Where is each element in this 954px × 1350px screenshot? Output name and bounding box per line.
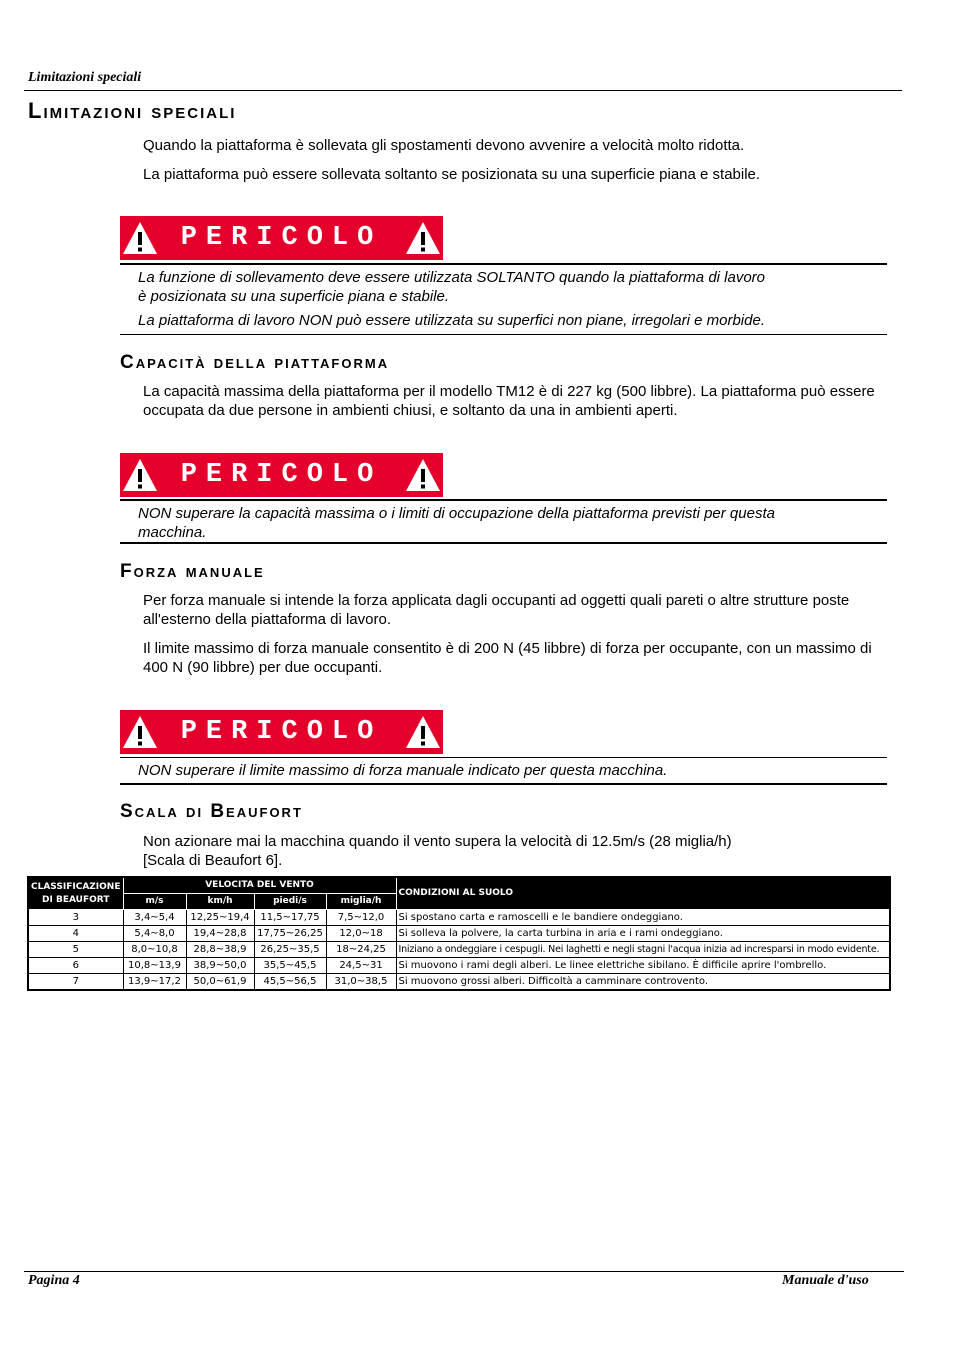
warning-rule <box>120 499 887 501</box>
cell-ms: 8,0~10,8 <box>123 942 186 958</box>
warning-text-2: NON superare la capacità massima o i limiti di occupazione della piattaforma previsti per questa macchina. <box>138 505 775 541</box>
col-wind-header: VELOCITA DEL VENTO <box>123 877 396 894</box>
cell-kmh: 19,4~28,8 <box>186 926 254 942</box>
paragraph-beaufort-1: Non azionare mai la macchina quando il vento supera la velocità di 12.5m/s (28 miglia/h) <box>143 833 732 850</box>
warning-triangle-icon <box>405 714 441 750</box>
cell-mph: 12,0~18 <box>326 926 396 942</box>
table-row <box>28 958 890 974</box>
header-rule <box>24 90 902 91</box>
warning-rule <box>120 334 887 335</box>
table-row <box>28 974 890 991</box>
paragraph-force-def: Per forza manuale si intende la forza applicata dagli occupanti ad oggetti quali pareti o altre strutture poste all'esterno della piattaforma di lavoro. <box>143 592 850 628</box>
warning-text-1b: è posizionata su una superficie piana e stabile. <box>138 288 450 305</box>
danger-label: PERICOLO <box>180 223 383 253</box>
paragraph-speed: Quando la piattaforma è sollevata gli spostamenti devono avvenire a velocità molto ridotta. <box>143 137 745 154</box>
footer-manual-title: Manuale d'uso <box>782 1273 869 1288</box>
cell-class: 6 <box>28 958 123 974</box>
cell-ground: Si muovono grossi alberi. Difficoltà a camminare controvento. <box>396 974 890 991</box>
paragraph-force-limit: Il limite massimo di forza manuale consentito è di 200 N (45 libbre) di forza per occupante, con un massimo di 400 N (90 libbre) per due occupanti. <box>143 640 872 676</box>
cell-ms: 13,9~17,2 <box>123 974 186 991</box>
danger-banner-3 <box>120 710 443 754</box>
danger-label: PERICOLO <box>180 717 383 747</box>
beaufort-table <box>27 876 891 991</box>
cell-mph: 24,5~31 <box>326 958 396 974</box>
cell-ground: Si muovono i rami degli alberi. Le linee elettriche sibilano. È difficile aprire l'ombrello. <box>396 958 890 974</box>
section-title-beaufort: Scala di Beaufort <box>120 801 303 822</box>
running-head: Limitazioni speciali <box>28 70 142 85</box>
paragraph-surface: La piattaforma può essere sollevata soltanto se posizionata su una superficie piana e stabile. <box>143 166 761 183</box>
cell-mph: 7,5~12,0 <box>326 910 396 926</box>
cell-fts: 11,5~17,75 <box>254 910 326 926</box>
subcol-ms: m/s <box>123 894 186 910</box>
footer-page-number: Pagina 4 <box>28 1273 80 1288</box>
danger-label: PERICOLO <box>180 460 383 490</box>
subcol-fts: piedi/s <box>254 894 326 910</box>
cell-mph: 31,0~38,5 <box>326 974 396 991</box>
cell-ms: 10,8~13,9 <box>123 958 186 974</box>
warning-triangle-icon <box>122 220 158 256</box>
cell-ground: Si spostano carta e ramoscelli e le bandiere ondeggiano. <box>396 910 890 926</box>
subcol-kmh: km/h <box>186 894 254 910</box>
table-header-row <box>28 877 890 894</box>
warning-rule <box>120 542 887 544</box>
cell-fts: 35,5~45,5 <box>254 958 326 974</box>
table-row <box>28 926 890 942</box>
warning-triangle-icon <box>122 457 158 493</box>
table-row <box>28 910 890 926</box>
warning-triangle-icon <box>405 220 441 256</box>
cell-kmh: 28,8~38,9 <box>186 942 254 958</box>
section-title-force: Forza manuale <box>120 561 265 582</box>
section-title-capacity: Capacità della piattaforma <box>120 352 390 373</box>
footer-rule <box>24 1271 904 1272</box>
subcol-mph: miglia/h <box>326 894 396 910</box>
cell-ground: Si solleva la polvere, la carta turbina in aria e i rami ondeggiano. <box>396 926 890 942</box>
warning-rule <box>120 263 887 265</box>
paragraph-beaufort-2: [Scala di Beaufort 6]. <box>143 852 283 869</box>
warning-triangle-icon <box>405 457 441 493</box>
cell-kmh: 50,0~61,9 <box>186 974 254 991</box>
cell-class: 5 <box>28 942 123 958</box>
cell-kmh: 12,25~19,4 <box>186 910 254 926</box>
paragraph-capacity: La capacità massima della piattaforma per il modello TM12 è di 227 kg (500 libbre). La piattaforma può essere occupata da due persone in ambienti chiusi, e soltanto da una in ambienti aperti. <box>143 383 875 419</box>
cell-mph: 18~24,25 <box>326 942 396 958</box>
warning-rule <box>120 757 887 758</box>
warning-rule <box>120 783 887 785</box>
cell-class: 3 <box>28 910 123 926</box>
warning-text-1a: La funzione di sollevamento deve essere utilizzata SOLTANTO quando la piattaforma di lavoro <box>138 269 766 286</box>
col-class-header: CLASSIFICAZIONE DI BEAUFORT <box>28 877 123 910</box>
warning-text-1c: La piattaforma di lavoro NON può essere utilizzata su superfici non piane, irregolari e morbide. <box>138 312 765 329</box>
cell-class: 7 <box>28 974 123 991</box>
cell-ground: Iniziano a ondeggiare i cespugli. Nei laghetti e negli stagni l'acqua inizia ad incresparsi in modo evidente. <box>396 942 890 958</box>
col-ground-header: CONDIZIONI AL SUOLO <box>396 877 890 910</box>
section-title-limitazioni: Limitazioni speciali <box>28 98 237 123</box>
cell-fts: 45,5~56,5 <box>254 974 326 991</box>
cell-fts: 26,25~35,5 <box>254 942 326 958</box>
cell-fts: 17,75~26,25 <box>254 926 326 942</box>
cell-ms: 3,4~5,4 <box>123 910 186 926</box>
danger-banner-1 <box>120 216 443 260</box>
table-row <box>28 942 890 958</box>
cell-ms: 5,4~8,0 <box>123 926 186 942</box>
warning-text-3: NON superare il limite massimo di forza manuale indicato per questa macchina. <box>138 762 668 779</box>
cell-kmh: 38,9~50,0 <box>186 958 254 974</box>
warning-triangle-icon <box>122 714 158 750</box>
danger-banner-2 <box>120 453 443 497</box>
cell-class: 4 <box>28 926 123 942</box>
